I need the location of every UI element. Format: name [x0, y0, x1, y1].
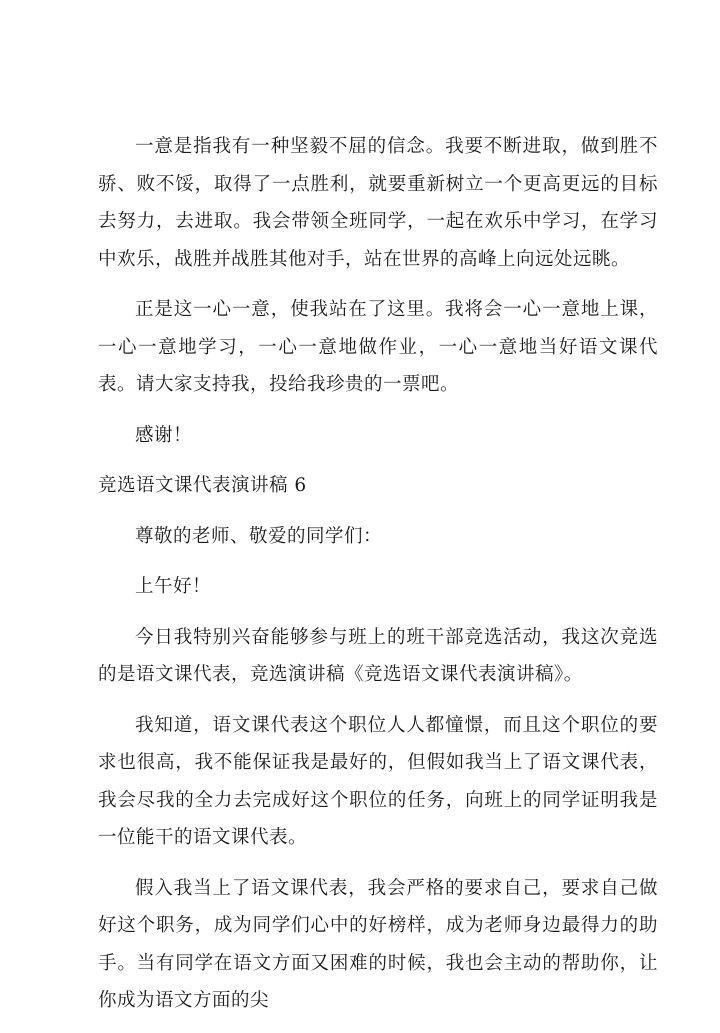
section-title: 竞选语文课代表演讲稿 6 — [98, 475, 307, 496]
document-body — [98, 128, 658, 1033]
paragraph-1: 一意是指我有一种坚毅不屈的信念。我要不断进取，做到胜不骄、败不馁，取得了一点胜利，就要重新树立一个更高更远的目标去努力，去进取。我会带领全班同学，一起在欢乐中学习，在学习中欢乐，战胜并战胜其他对手，站在世界的高峰上向远处远眺。 — [98, 136, 658, 270]
salutation: 尊敬的老师、敬爱的同学们： — [135, 525, 383, 547]
paragraph-5: 我知道，语文课代表这个职位人人都憧憬，而且这个职位的要求也很高，我不能保证我是最好的，但假如我当上了语文课代表，我会尽我的全力去完成好这个职位的任务，向班上的同学证明我是一位能干的语文课代表。 — [98, 714, 658, 848]
greeting: 上午好！ — [135, 576, 212, 597]
paragraph-6: 假入我当上了语文课代表，我会严格的要求自己，要求自己做好这个职务，成为同学们心中的好榜样，成为老师身边最得力的助手。当有同学在语文方面又困难的时候，我也会主动的帮助你，让你成为语文方面的尖 — [98, 877, 658, 1011]
paragraph-4: 今日我特别兴奋能够参与班上的班干部竞选活动，我这次竞选的是语文课代表，竞选演讲稿《竞选语文课代表演讲稿》。 — [98, 626, 658, 685]
paragraph-2: 正是这一心一意，使我站在了这里。我将会一心一意地上课，一心一意地学习，一心一意地做作业，一心一意地当好语文课代表。请大家支持我，投给我珍贵的一票吧。 — [98, 299, 658, 395]
paragraph-3: 感谢！ — [135, 424, 193, 446]
